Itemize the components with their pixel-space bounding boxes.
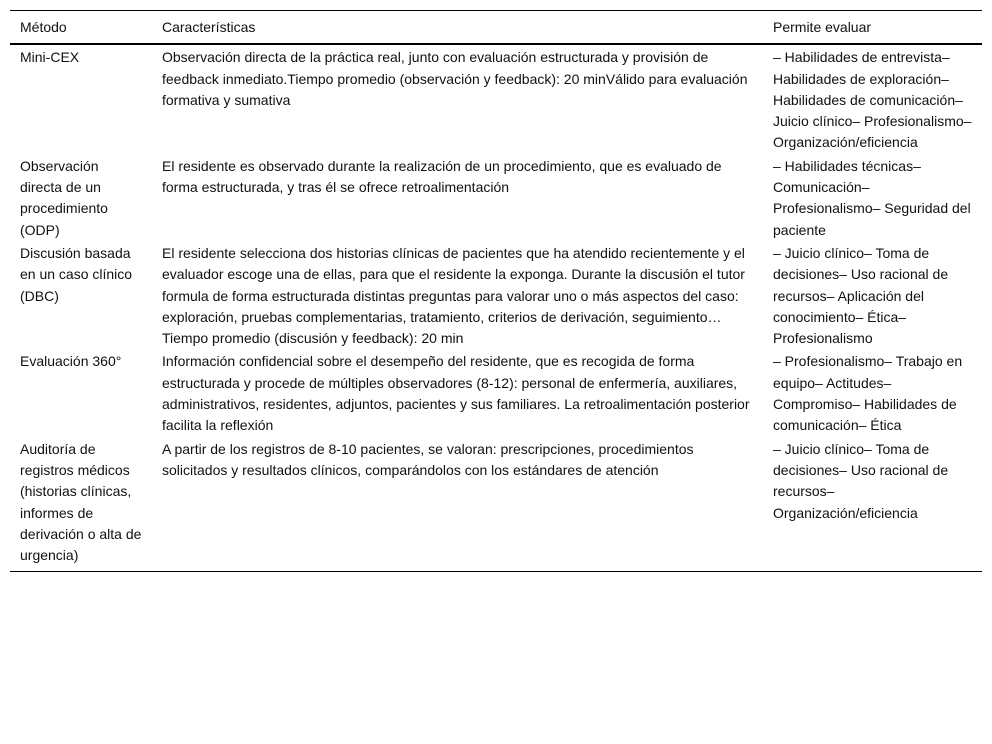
method-cell: Auditoría de registros médicos (historias clínicas, informes de derivación o alta de urgencia) [20,440,142,564]
characteristics-cell: A partir de los registros de 8-10 pacientes, se valoran: prescripciones, procedimientos solicitados y resultados clínicos, comparándolos con los estándares de atención [162,440,694,478]
table-row [10,154,982,241]
header-evaluates: Permite evaluar [773,19,872,35]
method-cell: Mini-CEX [20,49,80,66]
evaluates-cell: – Juicio clínico– Toma de decisiones– Uso racional de recursos– Aplicación del conocimiento– Ética– Profesionalismo [773,244,949,347]
method-cell: Observación directa de un procedimiento (ODP) [20,157,108,238]
evaluates-cell: – Juicio clínico– Toma de decisiones– Uso racional de recursos– Organización/eficiencia [773,440,949,521]
characteristics-cell: Información confidencial sobre el desempeño del residente, que es recogida de forma estructurada y procede de múltiples observadores (8-12): personal de enfermería, auxiliares, administrativos, residentes, adjuntos, pacientes y sus familiares. La retroalimentación posterior facilita la reflexión [162,353,750,434]
table-row [10,437,982,572]
table-row [10,44,982,153]
method-cell: Discusión basada en un caso clínico (DBC) [20,244,133,304]
method-cell: Evaluación 360° [20,353,122,370]
table-row [10,349,982,436]
evaluates-cell: – Profesionalismo– Trabajo en equipo– Actitudes– Compromiso– Habilidades de comunicación– Ética [773,353,963,434]
characteristics-cell: El residente selecciona dos historias clínicas de pacientes que ha atendido recientemente y el evaluador escoge una de ellas, para que el residente la exponga. Durante la discusión el tutor formula de forma estructurada distintas preguntas para valorar uno o más aspectos del caso: exploración, pruebas complementarias, tratamiento, criterios de derivación, seguimiento… Tiempo promedio (discusión y feedback): 20 min [162,244,745,347]
table-row [10,241,982,349]
evaluates-cell: – Habilidades técnicas– Comunicación– Profesionalismo– Seguridad del paciente [773,157,971,238]
header-characteristics: Características [162,19,256,35]
header-row [10,11,982,45]
header-method: Método [20,19,67,35]
characteristics-cell: El residente es observado durante la realización de un procedimiento, que es evaluado de forma estructurada, y tras él se ofrece retroalimentación [162,157,722,196]
evaluates-cell: – Habilidades de entrevista– Habilidades de exploración– Habilidades de comunicación– Juicio clínico– Profesionalismo– Organización/eficiencia [773,49,972,151]
characteristics-cell: Observación directa de la práctica real, junto con evaluación estructurada y provisión de feedback inmediato.Tiempo promedio (observación y feedback): 20 minVálido para evaluación formativa y sumativa [162,49,748,108]
methods-table [10,10,982,572]
